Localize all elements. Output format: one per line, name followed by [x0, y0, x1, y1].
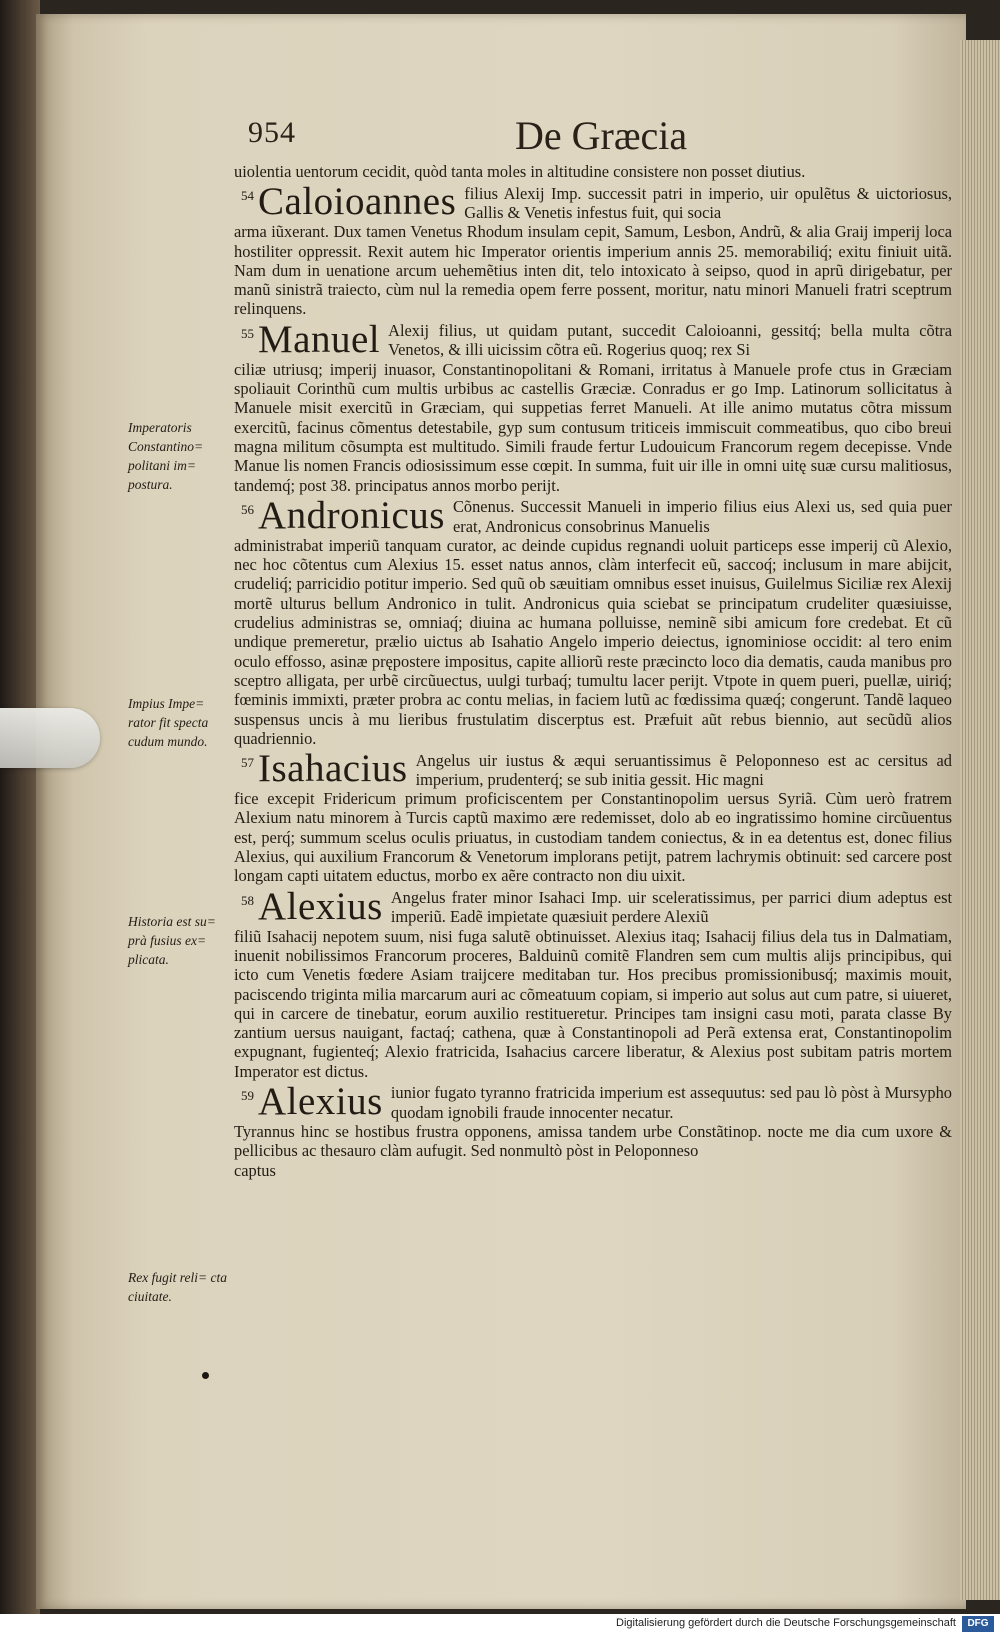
section-first-lines: Angelus frater minor Isahaci Imp. uir sceleratissimus, per parrici dium adeptus est imperiũ. Eadẽ impietate quæsiuit perdere Alexiũ [390, 888, 952, 927]
section-number: 57 [241, 755, 254, 771]
section-body: fice excepit Fridericum primum proficiscentem per Constantinopolim uersus Syriã. Cùm uerò fratrem Alexium natu minorem à Turcis captũ maximo ære redemisset, dolo ab eo ingratissimo homine circũuentus est, perq́; summum scelus oculis priuatus, in custodiam tandem coniectus, & in ea detentus est, donec filius Alexius, qui auxilium Francorum & Venetorum implorans petijt, patrem lachrymis obtinuit: sed carcere post longam capti uitatem eductus, morbo ex aẽre contracto non diu uixit. [234, 789, 952, 886]
section-name: Isahacius [258, 747, 408, 791]
section-number: 54 [241, 188, 254, 204]
section-55 [234, 317, 952, 495]
page-stack-edge [960, 40, 1000, 1600]
margin-note-imperatoris: Imperatoris Constantino= politani im= postura. [128, 420, 204, 492]
page-bookmark [0, 708, 100, 768]
section-54 [234, 182, 952, 318]
dfg-logo: DFG [962, 1616, 994, 1632]
book-binding-left [0, 0, 40, 1636]
ink-spot [202, 1372, 209, 1379]
section-name: Manuel [258, 317, 381, 361]
catchword: captus [234, 1160, 276, 1180]
section-58 [234, 884, 952, 1081]
digitization-credit: Digitalisierung gefördert durch die Deutsche Forschungsgemeinschaft [616, 1617, 956, 1629]
section-body: Tyrannus hinc se hostibus frustra opponens, amissa tandem urbe Constãtinop. nocte me dia cum uxore & pellicibus ac thesauro clàm aufugit. Sed nonmultò pòst in Peloponneso [234, 1121, 952, 1161]
margin-note-rex-fugit: Rex fugit reli= cta ciuitate. [128, 1270, 227, 1304]
section-number: 59 [241, 1087, 254, 1103]
section-first-lines: filius Alexij Imp. successit patri in imperio, uir opulẽtus & uictoriosus, Gallis & Venetis infestus fuit, qui socia [464, 183, 952, 222]
main-text-block [234, 162, 952, 1180]
opening-line: uiolentia uentorum cecidit, quòd tanta moles in altitudine consistere non posset diutius. [234, 162, 806, 181]
section-number: 56 [241, 501, 254, 517]
section-body: filiũ Isahacij nepotem suum, nisi fuga salutẽ obtinuisset. Alexius itaq; Isahacij filius dela tus in Dalmatiam, inuenit nobilissimos Francorum proceres, Balduinũ comitẽ Flandren sem cum multis alijs principibus, qui icto cum Venetis fœdere Asiam traijcere meditaban tur. Hos precibus promissionibusq́; maximis mouit, paciscendo triginta milia marcarum auri ac cõmeatuum copiam, si imperio aut solus aut cum patre, si uiueret, qui in carcere de tinebatur, eorum auxilio restitueretur. Principes tam insigni casu moti, parata classe By zantium uersus nauigant, factaq́; cathena, quæ à Constantinopoli ad Perã extensa erat, Constantinopolim expugnant, fugienteq́; Alexio fratricida, Isahacius carcere liberatur, & Alexius post subitam patris mortem Imperator est dictus. [234, 926, 952, 1081]
section-number: 55 [241, 325, 254, 341]
section-59 [234, 1079, 952, 1161]
section-number: 58 [241, 892, 254, 908]
section-name: Alexius [258, 1079, 383, 1123]
section-name: Alexius [258, 884, 383, 928]
section-first-lines: Angelus uir iustus & æqui seruantissimus ẽ Peloponneso est ac cersitus ad imperium, prudenterq́; se sub initia gessit. Hic magni [415, 750, 952, 789]
section-first-lines: Alexij filius, ut quidam putant, succedit Caloioanni, gessitq́; bella multa cõtra Venetos, & illi uicissim cõtra eũ. Rogerius quoq; rex Si [388, 321, 952, 360]
section-first-lines: Cõnenus. Successit Manueli in imperio filius eius Alexi us, sed quia puer erat, Andronicus consobrinus Manuelis [452, 497, 952, 536]
margin-note-impius: Impius Impe= rator fit specta cudum mundo. [128, 696, 209, 749]
running-head: De Græcia [515, 113, 688, 158]
section-body: arma iũxerant. Dux tamen Venetus Rhodum insulam cepit, Samum, Lesbon, Andrũ, & alia Graij imperij loca hostiliter oppressit. Rexit autem hic Imperator orientis imperium annis 25. memorabiliq́; exitu finiuit uitã. Nam dum in uenatione arcum uehemẽtius inten dit, telo intoxicato à seipso, quod in aprũ dirigebatur, per manũ sinistrã traiecto, cùm nul la remedia opem ferre possent, moritur, natu minori Manueli fratri sceptrum relinquens. [234, 222, 952, 319]
page-number: 954 [248, 116, 296, 149]
section-body: administrabat imperiũ tanquam curator, ac deinde cupidus regnandi uoluit particeps esse imperij cũ Alexio, nec hoc cõtentus cum Alexius 15. esset natus annos, clàm interfecit eũ, saccoq́; inclusum in mare abijcit, crudeliq́; parricidio potitur imperio. Sed quũ ob sæuitiam omnibus esset inuisus, Guilelmus Siciliæ rex Alexij mortẽ ulturus bellum Andronico in tulit. Andronicus quia sciebat se principatum crudeliter quæsiuisse, crudelius administras se, omniaq́; diuina ac humana polluisse, neminẽ sibi amicum fore credebat. Et cũ undique premeretur, prælio uictus ab Isahatio Angelo imperio deiectus, ignominiose occidit: al tero enim oculo effosso, asinæ prępostere impositus, capite alliorũ reste præcincto loco dia dematis, cauda manibus pro sceptro alligata, per urbẽ circũuectus, uulgi turbaq́; tumultu lacer perijt. Vtpote in quem pueri, puellæ, uiriq́; fœminis immixti, præter probra ac contu melias, in faciem lutũ ac fœdissima quæq́; congerunt. Tandẽ laqueo suspensus uncis à mu lieribus frustulatim discerptus est. Præfuit aũt rebus biennio, aut secũdũ alios quadriennio. [234, 535, 952, 748]
section-name: Caloioannes [258, 180, 457, 224]
section-first-lines: iunior fugato tyranno fratricida imperium est assequutus: sed pau lò pòst à Mursypho quodam ignobili fraude innocenter necatur. [390, 1083, 952, 1122]
margin-note-historia: Historia est su= prà fusius ex= plicata. [128, 914, 216, 967]
section-body: ciliæ utriusq; imperij inuasor, Constantinopolitani & Romani, irritatus à Manuele profe ctus in Græciam spoliauit Corinthũ cum multis urbibus ac castellis Græciæ. Conradus er go Imp. Latinorum sollicitatus à Manuele misit exercitũ in Græciam, qui suppetias ferret Manueli. At ille animo mutatus cõtra missum exercitũ, facinus cõmentus detestabile, gyp sum contusum triticeis immiscuit commeatibus, quo cibo breui magna militum cõsumpta est multitudo. Simili fraude fertur Ludouicum Francorum regem decepisse. Vnde Manue lis nomen Francis odiosissimum esse cœpit. In summa, fuit uir ille in omni uitę suæ cursu malitiosus, tandemq́; post 38. principatus annos morbo perijt. [234, 359, 952, 495]
section-56 [234, 493, 952, 748]
section-name: Andronicus [258, 493, 445, 537]
section-57 [234, 749, 952, 885]
